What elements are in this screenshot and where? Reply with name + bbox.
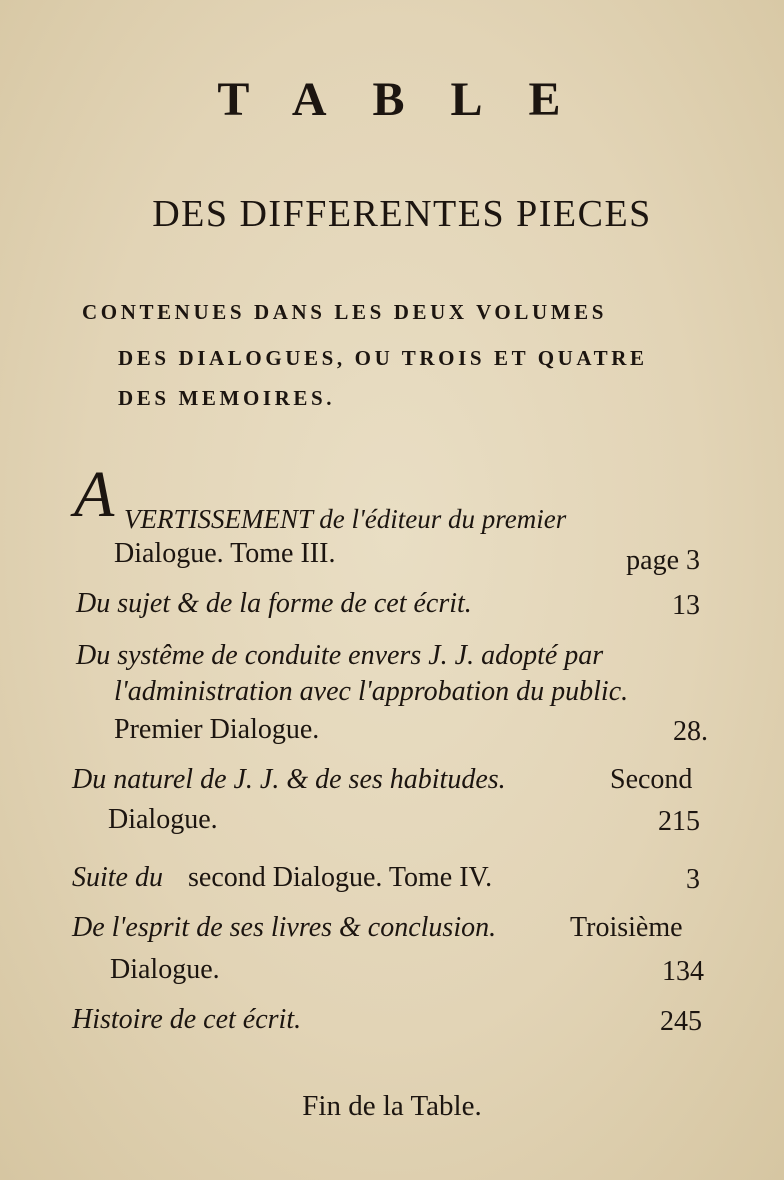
entry-4-line-1: Du naturel de J. J. & de ses habitudes. <box>72 764 506 795</box>
intro-line-2: DES DIALOGUES, OU TROIS ET QUATRE <box>118 346 648 370</box>
entry-4-page: 215 <box>658 806 700 837</box>
entry-6-page: 134 <box>662 956 704 987</box>
intro-line-1: CONTENUES DANS LES DEUX VOLUMES <box>82 300 608 324</box>
entry-3-line-1: Du systême de conduite envers J. J. adopté par <box>76 640 604 671</box>
entry-7-page: 245 <box>660 1006 702 1037</box>
intro-line-3: DES MEMOIRES. <box>118 386 336 410</box>
entry-2-line-1: Du sujet & de la forme de cet écrit. <box>76 588 472 619</box>
entry-5-page: 3 <box>686 864 700 895</box>
entry-4-line-1b: Second <box>610 764 693 795</box>
entry-5-line-1a: Suite du <box>72 862 163 893</box>
entry-3-page: 28. <box>673 716 708 747</box>
entry-3-line-3: Premier Dialogue. <box>114 714 320 745</box>
entry-1-line-1: VERTISSEMENT de l'éditeur du premier <box>124 504 567 534</box>
entry-5-line-1b: second Dialogue. Tome IV. <box>188 862 493 893</box>
entry-4-line-2: Dialogue. <box>108 804 218 835</box>
entry-3-line-2: l'administration avec l'approbation du public. <box>114 676 629 707</box>
entry-6-line-1b: Troisième <box>570 912 683 943</box>
drop-cap: A <box>74 458 115 531</box>
entry-1-page: page 3 <box>626 545 700 576</box>
end-of-table: Fin de la Table. <box>302 1090 482 1122</box>
entry-2-page: 13 <box>672 590 700 621</box>
entry-6-line-2: Dialogue. <box>110 954 220 985</box>
entry-1-line-2: Dialogue. Tome III. <box>114 538 336 569</box>
page-title: TABLE <box>217 73 607 126</box>
entry-6-line-1: De l'esprit de ses livres & conclusion. <box>72 912 497 943</box>
page-subtitle: DES DIFFERENTES PIECES <box>152 193 652 235</box>
entry-7-line-1: Histoire de cet écrit. <box>72 1004 302 1035</box>
